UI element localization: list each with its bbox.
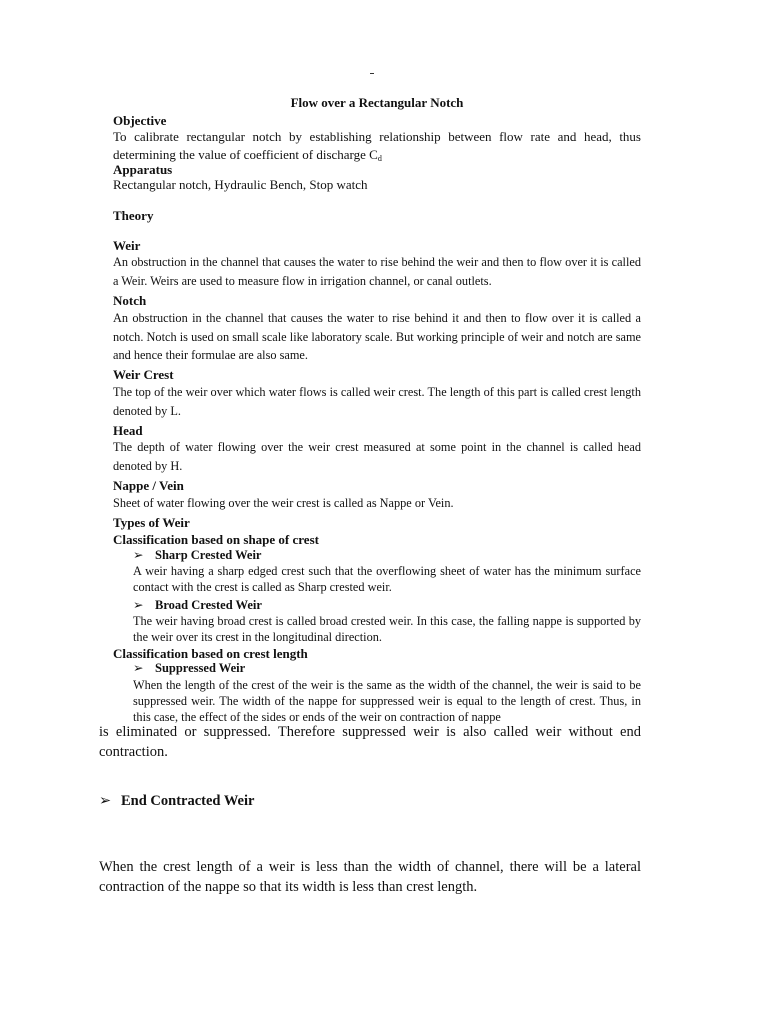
weir-crest-heading: Weir Crest bbox=[113, 367, 174, 382]
head-heading: Head bbox=[113, 423, 143, 438]
suppressed-text: When the length of the crest of the weir is the same as the width of the channel, the weir is said to be suppressed weir. The width of the nappe for suppressed weir is equal to the length of crest. Thus, in this case, the effect of the sides or ends of the weir on contraction of nappe bbox=[133, 678, 641, 724]
sharp-text: A weir having a sharp edged crest such that the overflowing sheet of water has the minimum surface contact with the crest is called as Sharp crested weir. bbox=[133, 564, 641, 594]
weir-crest-text: The top of the weir over which water flows is called weir crest. The length of this part is called crest length denoted by L. bbox=[113, 385, 641, 418]
objective-heading: Objective bbox=[113, 113, 167, 128]
apparatus-heading: Apparatus bbox=[113, 162, 173, 177]
objective-text bbox=[113, 128, 641, 164]
class-length-heading: Classification based on crest length bbox=[113, 646, 308, 661]
notch-heading: Notch bbox=[113, 293, 147, 308]
document-title: Flow over a Rectangular Notch bbox=[290, 95, 464, 110]
arrow-bullet-icon: ➢ bbox=[99, 793, 112, 809]
broad-heading bbox=[133, 597, 641, 613]
apparatus-text: Rectangular notch, Hydraulic Bench, Stop watch bbox=[113, 177, 368, 192]
end-contracted-text: When the crest length of a weir is less than the width of channel, there will be a lateral contraction of the nappe so that its width is less than crest length. bbox=[99, 859, 641, 895]
arrow-bullet-icon: ➢ bbox=[133, 547, 144, 562]
notch-text: An obstruction in the channel that causes the water to rise behind it and then to flow over it is called a notch. Notch is used on small scale like laboratory scale. But working principle of weir and notch are same and hence their formulae are also same. bbox=[113, 311, 641, 362]
objective-text-main: To calibrate rectangular notch by establishing relationship between flow rate and head, thus determining the value of coefficient of discharge C bbox=[113, 129, 641, 162]
suppressed-text-continued: is eliminated or suppressed. Therefore suppressed weir is also called weir without end contraction. bbox=[99, 724, 641, 760]
end-contracted-heading bbox=[99, 791, 641, 811]
arrow-bullet-icon: ➢ bbox=[133, 597, 144, 612]
class-shape-heading: Classification based on shape of crest bbox=[113, 532, 319, 547]
weir-text: An obstruction in the channel that causes the water to rise behind the weir and then to flow over it is called a Weir. Weirs are used to measure flow in irrigation channel, or canal outlets. bbox=[113, 255, 641, 288]
broad-text: The weir having broad crest is called broad crested weir. In this case, the falling nappe is supported by the weir over its crest in the longitudinal direction. bbox=[133, 614, 641, 644]
stray-mark bbox=[370, 73, 374, 74]
sharp-heading-label: Sharp Crested Weir bbox=[155, 548, 262, 562]
suppressed-heading bbox=[133, 660, 641, 676]
types-heading: Types of Weir bbox=[113, 515, 190, 530]
suppressed-heading-label: Suppressed Weir bbox=[155, 661, 246, 675]
nappe-heading: Nappe / Vein bbox=[113, 478, 184, 493]
nappe-text: Sheet of water flowing over the weir crest is called as Nappe or Vein. bbox=[113, 496, 454, 510]
weir-heading: Weir bbox=[113, 238, 141, 253]
theory-heading: Theory bbox=[113, 208, 154, 223]
broad-heading-label: Broad Crested Weir bbox=[155, 598, 262, 612]
sharp-heading bbox=[133, 547, 641, 563]
end-contracted-heading-label: End Contracted Weir bbox=[121, 793, 255, 809]
objective-text-subscript: d bbox=[377, 154, 382, 163]
arrow-bullet-icon: ➢ bbox=[133, 660, 144, 675]
head-text: The depth of water flowing over the weir crest measured at some point in the channel is called head denoted by H. bbox=[113, 440, 641, 473]
